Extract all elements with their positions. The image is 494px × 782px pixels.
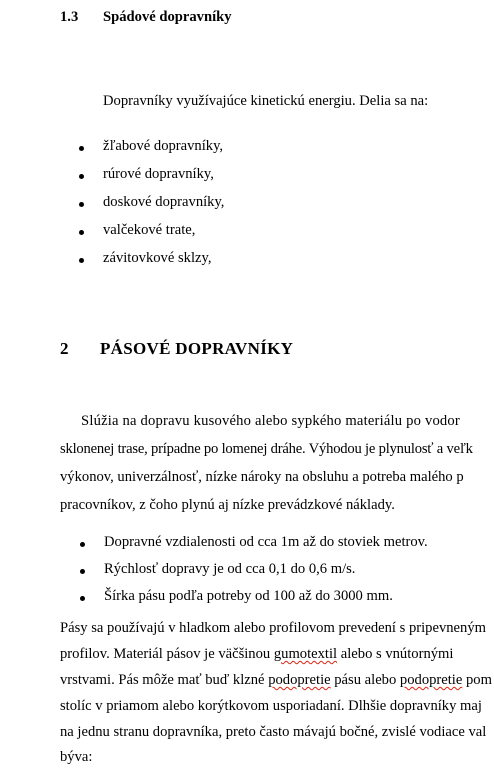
list-item-text: Dopravné vzdialenosti od cca 1m až do stoviek metrov. [104, 534, 428, 550]
paragraph-line: na jednu stranu dopravníka, preto často mávajú bočné, zvislé vodiace val [60, 724, 487, 740]
list-item-text: žľabové dopravníky, [103, 138, 224, 154]
text-run: alebo s vnútornými [337, 646, 454, 662]
bullet-icon [79, 146, 84, 151]
paragraph-line [60, 672, 492, 689]
bullet-icon [79, 202, 84, 207]
spellcheck-word[interactable]: podopretie [268, 672, 331, 688]
paragraph-line: sklonenej trase, prípadne po lomenej dráhe. Výhodou je plynulosť a veľk [60, 441, 473, 457]
bullet-icon [80, 542, 85, 547]
list-item-text: valčekové trate, [103, 222, 196, 238]
list-item-text: závitovkové sklzy, [103, 250, 212, 266]
list-item-text: Šírka pásu podľa potreby od 100 až do 3000 mm. [104, 588, 393, 604]
text-run: pásu alebo [330, 672, 400, 688]
list-item-text: Rýchlosť dopravy je od cca 0,1 do 0,6 m/s. [104, 561, 356, 577]
paragraph-line: býva: [60, 749, 93, 765]
list-item-text: rúrové dopravníky, [103, 166, 214, 182]
intro-text: Dopravníky využívajúce kinetickú energiu. Delia sa na: [103, 93, 429, 109]
spellcheck-word[interactable]: podopretie [399, 672, 463, 688]
text-run: profilov. Materiál pásov je väčšinou [60, 646, 274, 662]
paragraph-line: výkonov, univerzálnosť, nízke nároky na obsluhu a potreba malého p [60, 469, 464, 485]
section-title: Spádové dopravníky [103, 9, 232, 25]
paragraph-line: Pásy sa používajú v hladkom alebo profilovom prevedení s pripevneným [60, 620, 486, 636]
bullet-icon [80, 596, 85, 601]
paragraph-line: pracovníkov, z čoho plynú aj nízke prevádzkové náklady. [60, 497, 395, 513]
spellcheck-word[interactable]: gumotextil [273, 646, 338, 662]
paragraph-line [60, 646, 453, 663]
bullet-icon [79, 174, 84, 179]
paragraph-line: Slúžia na dopravu kusového alebo sypkého materiálu po vodor [81, 413, 460, 429]
text-run: pom [462, 672, 492, 688]
chapter-number: 2 [60, 339, 69, 358]
section-number: 1.3 [60, 9, 79, 25]
bullet-icon [79, 230, 84, 235]
chapter-title: PÁSOVÉ DOPRAVNÍKY [100, 339, 294, 358]
paragraph-line: stolíc v priamom alebo korýtkovom usporiadaní. Dlhšie dopravníky maj [60, 698, 482, 714]
bullet-icon [80, 569, 85, 574]
text-run: vrstvami. Pás môže mať buď klzné [60, 672, 269, 688]
list-item-text: doskové dopravníky, [103, 194, 225, 210]
bullet-icon [79, 258, 84, 263]
